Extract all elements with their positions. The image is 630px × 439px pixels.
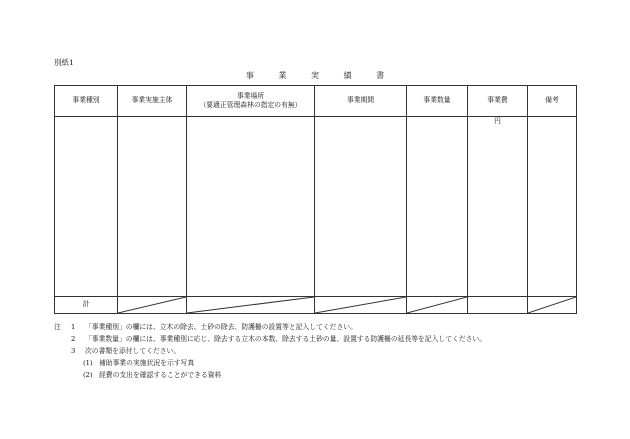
cell-business-type[interactable] — [55, 117, 118, 297]
cell-business-period[interactable] — [315, 117, 407, 297]
header-remarks: 備考 — [528, 86, 577, 117]
cell-business-cost[interactable] — [468, 117, 528, 297]
total-label: 計 — [55, 297, 118, 314]
annex-label: 別紙1 — [54, 58, 74, 67]
title-char: 事 — [245, 71, 254, 80]
note-text: 「事業数量」の欄には、事業種別に応じ、除去する立木の本数、除去する土砂の量、設置する防護柵の延長等を記入してください。 — [85, 335, 487, 343]
document-title — [0, 70, 630, 81]
entry-row — [55, 117, 577, 297]
header-business-type: 事業種別 — [55, 86, 118, 117]
header-row — [55, 86, 577, 117]
sub-item-number: (2) — [83, 371, 93, 379]
header-business-cost: 事業費 — [468, 86, 528, 117]
cell-business-quantity[interactable] — [407, 117, 468, 297]
note-number: 2 — [71, 335, 76, 343]
performance-table — [54, 85, 577, 314]
sub-item-text: 経費の支出を確認することができる資料 — [99, 371, 222, 379]
total-business-cost[interactable] — [468, 297, 528, 314]
total-diagonal-cell — [187, 297, 315, 314]
header-business-period: 事業期間 — [315, 86, 407, 117]
title-char: 実 — [311, 71, 319, 80]
header-business-location: 事業場所 （要適正管理森林の指定の有無） — [187, 86, 315, 117]
total-row — [55, 297, 577, 314]
note-number: 1 — [71, 323, 76, 331]
sub-item-number: (1) — [83, 359, 93, 367]
title-char: 績 — [343, 71, 352, 80]
yen-unit: 円 — [494, 117, 501, 125]
note-text: 「事業種別」の欄には、立木の除去、土砂の除去、防護柵の設置等と記入してください。 — [85, 323, 357, 331]
header-implementing-body: 事業実施主体 — [118, 86, 187, 117]
cell-remarks[interactable] — [528, 117, 577, 297]
title-char: 書 — [376, 71, 385, 80]
note-number: 3 — [71, 347, 76, 355]
cell-implementing-body[interactable] — [118, 117, 187, 297]
notes-lead: 注 — [54, 323, 61, 331]
total-diagonal-cell — [315, 297, 407, 314]
total-diagonal-cell — [407, 297, 468, 314]
title-char: 業 — [278, 71, 287, 80]
total-diagonal-cell — [528, 297, 577, 314]
header-business-quantity: 事業数量 — [407, 86, 468, 117]
sub-item-text: 補助事業の実施状況を示す写真 — [99, 359, 195, 367]
note-text: 次の書類を添付してください。 — [85, 347, 181, 355]
total-diagonal-cell — [118, 297, 187, 314]
cell-business-location[interactable] — [187, 117, 315, 297]
